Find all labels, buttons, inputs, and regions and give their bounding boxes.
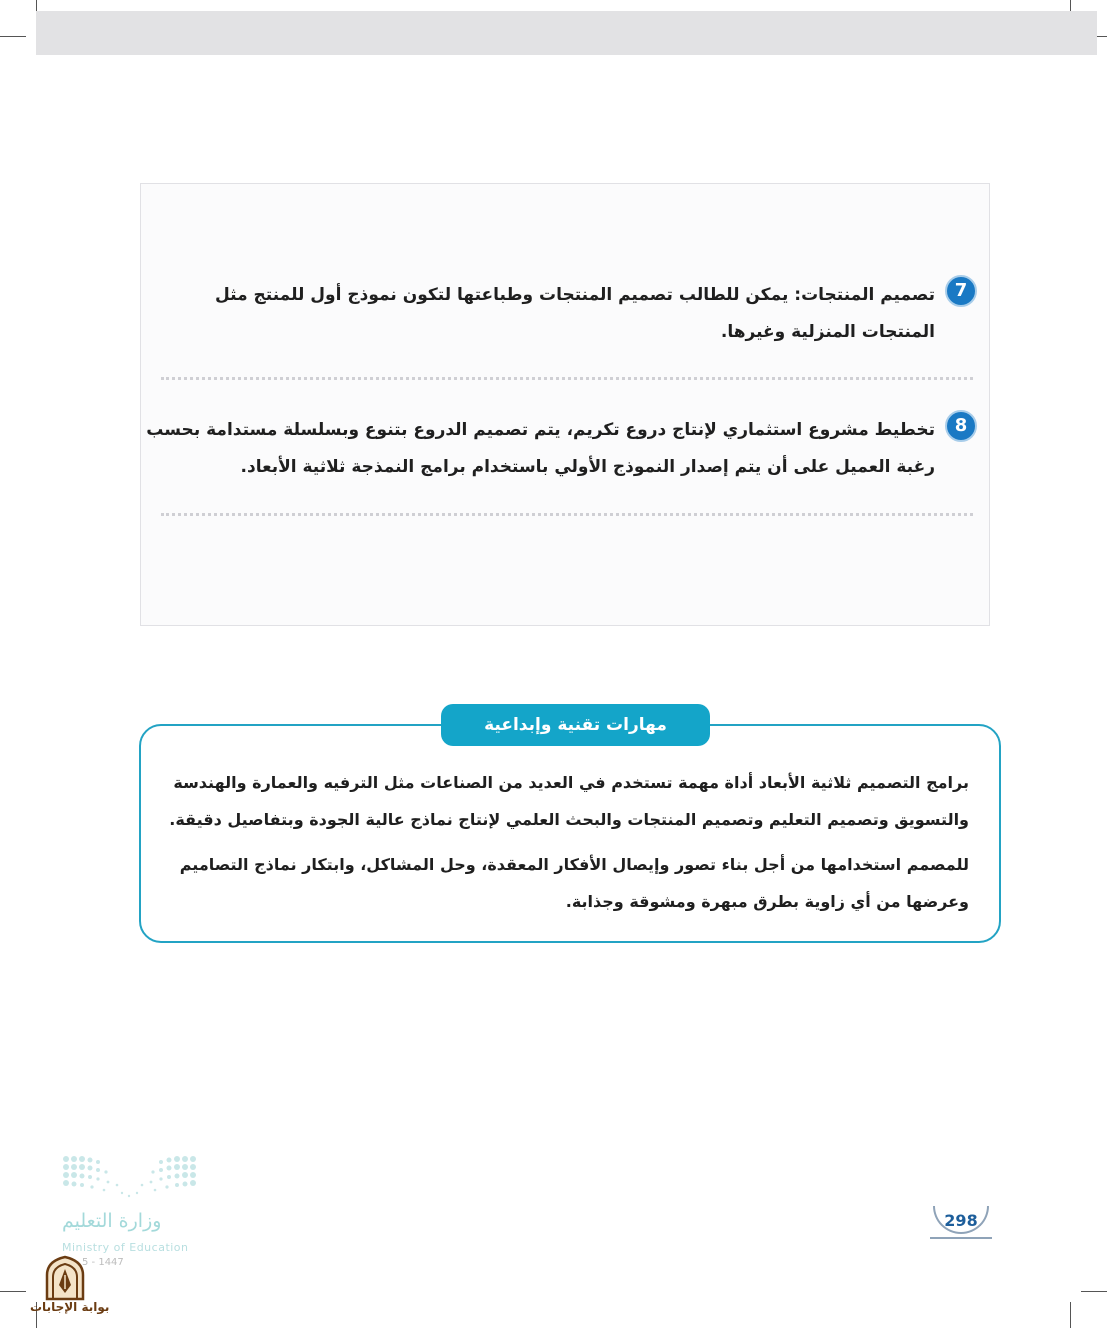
item-text: تخطيط مشروع استثماري لإنتاج دروع تكريم، يتم تصميم الدروع بتنوع وبسلسلة مستدامة بحسب رغبة العميل على أن يتم إصدار النموذج الأولي باستخدام برامج النمذجة ثلاثية الأبعاد. bbox=[146, 420, 935, 477]
item-number-badge: 7 bbox=[945, 275, 977, 307]
dotted-divider bbox=[161, 513, 973, 516]
ministry-name-arabic: وزارة التعليم bbox=[62, 1210, 162, 1232]
crop-mark bbox=[1081, 1291, 1107, 1292]
crop-mark bbox=[0, 1291, 26, 1292]
page-number: 298 bbox=[944, 1211, 978, 1230]
skills-paragraph: للمصمم استخدامها من أجل بناء تصور وإيصال الأفكار المعقدة، وحل المشاكل، وابتكار نماذج التصاميم وعرضها من أي زاوية بطرق مبهرة ومشوقة وجذابة. bbox=[179, 855, 969, 911]
skills-paragraph: برامج التصميم ثلاثية الأبعاد أداة مهمة تستخدم في العديد من الصناعات مثل الترفيه والعمارة والهندسة والتسويق وتصميم التعليم وتصميم المنتجات والبحث العلمي لإنتاج نماذج عالية الجودة وبتفاصيل دقيقة. bbox=[169, 773, 969, 829]
edition-year: 5 - 1447 bbox=[82, 1257, 124, 1268]
answers-portal-logo-icon bbox=[44, 1255, 86, 1301]
answers-portal-watermark-text: بوابة الإجابات bbox=[30, 1300, 110, 1314]
crop-mark bbox=[0, 36, 26, 37]
project-ideas-box bbox=[140, 183, 990, 626]
item-text: تصميم المنتجات: يمكن للطالب تصميم المنتجات وطباعتها لتكون نموذج أول للمنتج مثل المنتجات المنزلية وغيرها. bbox=[214, 285, 935, 342]
crop-mark bbox=[1070, 1302, 1071, 1328]
item-number-badge: 8 bbox=[945, 410, 977, 442]
skills-title: مهارات تقنية وإبداعية bbox=[441, 704, 710, 746]
ministry-name-english: Ministry of Education bbox=[62, 1241, 189, 1254]
dotted-divider bbox=[161, 377, 973, 380]
page-header-band bbox=[36, 11, 1097, 55]
ministry-logo-dots-icon bbox=[62, 1155, 197, 1200]
